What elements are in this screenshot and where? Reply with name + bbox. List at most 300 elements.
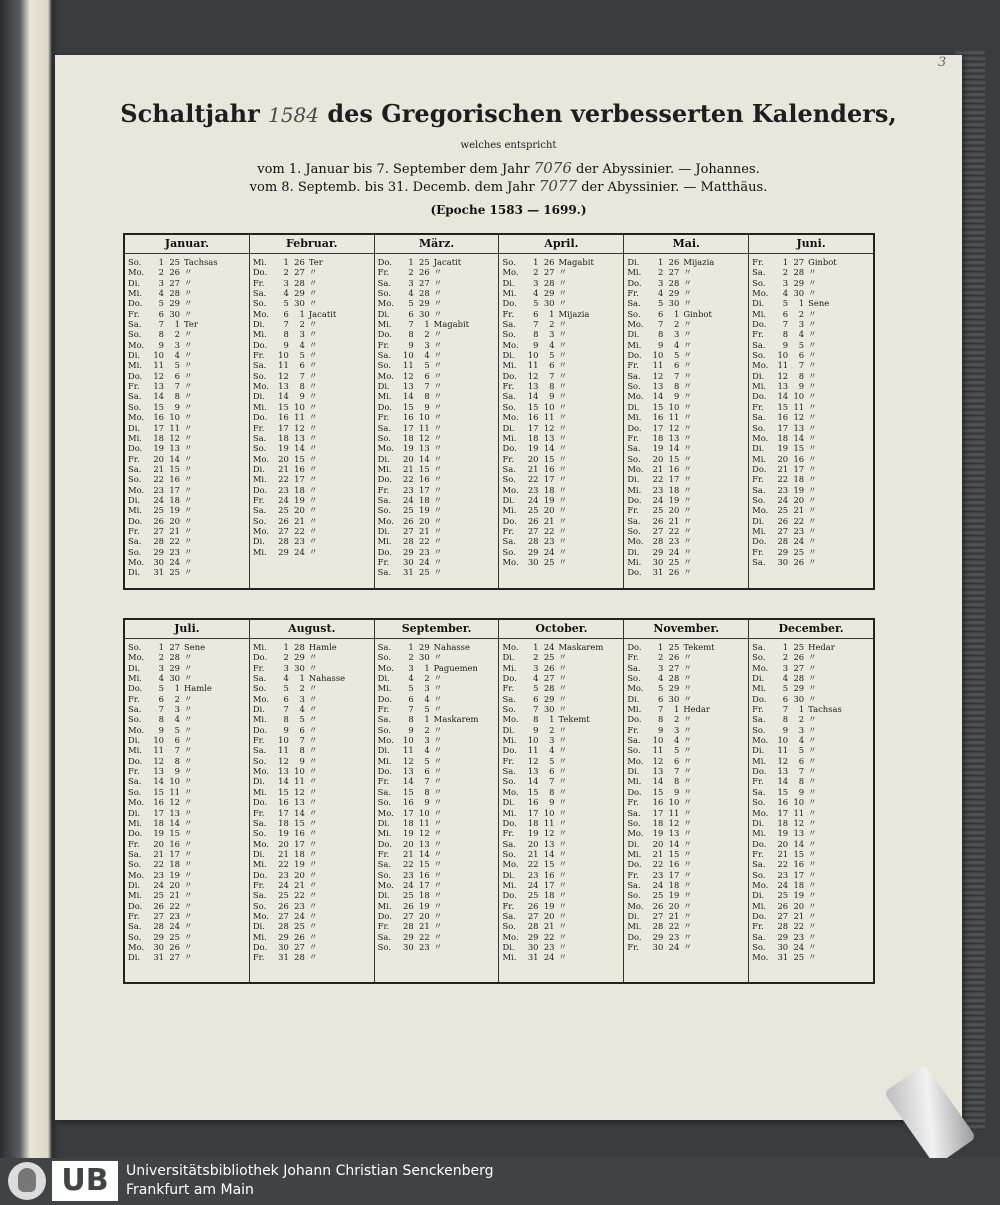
weekday: Mi.	[627, 776, 642, 787]
abyssinian-day: 3	[798, 319, 805, 330]
abyssinian-day: 12	[169, 797, 180, 808]
abyssinian-month: 〃	[808, 525, 817, 536]
gregorian-day: 15	[402, 401, 414, 412]
gregorian-day: 17	[527, 422, 539, 433]
day-row	[378, 567, 496, 577]
weekday: Fr.	[128, 308, 140, 319]
gregorian-day: 2	[283, 267, 289, 278]
abyssinian-day: 8	[798, 776, 805, 787]
weekday: Sa.	[627, 662, 641, 673]
abyssinian-month: 〃	[558, 443, 567, 454]
abyssinian-day: 2	[673, 714, 680, 725]
abyssinian-day: 23	[793, 931, 805, 942]
month-column	[749, 235, 873, 588]
abyssinian-day: 24	[668, 941, 680, 952]
weekday: Mo.	[752, 505, 769, 516]
gregorian-day: 22	[278, 474, 289, 485]
abyssinian-day: 8	[299, 381, 305, 392]
abyssinian-day: 24	[793, 536, 805, 547]
abyssinian-day: 25	[543, 652, 555, 663]
weekday: Do.	[752, 536, 767, 547]
abyssinian-day: 28	[418, 288, 430, 299]
weekday: Fr.	[752, 401, 764, 412]
abyssinian-day: 22	[543, 525, 555, 536]
day-row	[253, 952, 371, 962]
weekday: Mi.	[128, 288, 142, 299]
abyssinian-day: 16	[169, 474, 180, 485]
weekday: Fr.	[128, 381, 140, 392]
gregorian-day: 7	[408, 319, 414, 330]
abyssinian-day: 27	[543, 267, 555, 278]
weekday: Do.	[752, 766, 767, 777]
day-row	[752, 412, 870, 422]
weekday: Fr.	[252, 735, 265, 746]
gregorian-day: 26	[652, 900, 664, 911]
abyssinian-day: 1	[549, 714, 555, 725]
gregorian-day: 20	[278, 838, 289, 849]
abyssinian-month: 〃	[683, 900, 692, 911]
gregorian-day: 11	[777, 360, 789, 371]
abyssinian-day: 1	[798, 298, 805, 309]
weekday: So.	[377, 505, 391, 516]
abyssinian-month: 〃	[683, 848, 692, 859]
weekday: So.	[752, 652, 766, 663]
abyssinian-day: 2	[424, 673, 430, 684]
abyssinian-month: 〃	[558, 838, 567, 849]
day-row	[128, 433, 246, 443]
abyssinian-month: 〃	[184, 391, 193, 402]
abyssinian-month: Ginbot	[808, 257, 837, 267]
day-row	[627, 381, 745, 391]
weekday: Mo.	[377, 807, 394, 818]
abyssinian-month: 〃	[683, 662, 692, 673]
abyssinian-month: 〃	[184, 766, 193, 777]
day-row	[627, 288, 745, 298]
weekday: So.	[627, 745, 641, 756]
day-row	[128, 818, 246, 828]
abyssinian-day: 23	[543, 941, 555, 952]
abyssinian-day: 20	[169, 879, 180, 890]
gregorian-day: 9	[782, 724, 789, 735]
abyssinian-month: 〃	[184, 505, 193, 516]
weekday: Fr.	[502, 525, 515, 536]
gregorian-day: 9	[533, 724, 539, 735]
abyssinian-month: 〃	[433, 267, 443, 278]
weekday: So.	[502, 921, 516, 932]
abyssinian-day: 16	[668, 463, 680, 474]
weekday: Mi.	[752, 308, 767, 319]
abyssinian-month: 〃	[808, 288, 817, 299]
abyssinian-day: 5	[424, 755, 430, 766]
gregorian-day: 14	[278, 776, 289, 787]
abyssinian-month: 〃	[558, 755, 567, 766]
gregorian-day: 5	[533, 683, 539, 694]
weekday: Mo.	[627, 319, 644, 330]
month-days	[499, 254, 623, 588]
gregorian-day: 14	[777, 391, 789, 402]
abyssinian-day: 8	[299, 745, 305, 756]
gregorian-day: 19	[777, 443, 789, 454]
weekday: Mo.	[252, 381, 269, 392]
gregorian-day: 12	[652, 755, 664, 766]
gregorian-day: 17	[402, 807, 414, 818]
weekday: So.	[502, 329, 516, 340]
day-row	[253, 464, 371, 474]
abyssinian-day: 25	[543, 556, 555, 567]
gregorian-day: 5	[657, 683, 664, 694]
abyssinian-day: 17	[793, 869, 805, 880]
abyssinian-month: 〃	[558, 401, 567, 412]
weekday: Di.	[252, 319, 265, 330]
gregorian-day: 14	[153, 776, 164, 787]
abyssinian-month: 〃	[308, 515, 318, 526]
day-row	[502, 309, 620, 319]
day-row	[502, 652, 620, 662]
abyssinian-day: 21	[668, 515, 680, 526]
correspondence-line-1: vom 1. Januar bis 7. September dem Jahr 7076 der Abyssinier. — Johannes.	[257, 159, 760, 177]
abyssinian-day: 29	[418, 298, 430, 309]
abyssinian-day: 18	[793, 474, 805, 485]
abyssinian-month: 〃	[558, 900, 567, 911]
day-row	[128, 505, 246, 515]
day-row	[253, 536, 371, 546]
abyssinian-month: 〃	[558, 724, 567, 735]
day-row	[253, 673, 371, 683]
abyssinian-day: 1	[174, 319, 180, 330]
abyssinian-month: 〃	[683, 567, 692, 578]
weekday: Do.	[252, 941, 268, 952]
day-row	[378, 381, 496, 391]
day-row	[627, 808, 745, 818]
day-row	[752, 652, 870, 662]
weekday: Fr.	[627, 652, 639, 663]
weekday: Fr.	[752, 921, 764, 932]
abyssinian-day: 10	[543, 807, 555, 818]
weekday: So.	[128, 786, 142, 797]
day-row	[128, 942, 246, 952]
abyssinian-month: 〃	[433, 474, 443, 485]
abyssinian-day: 19	[668, 494, 680, 505]
day-row	[378, 776, 496, 786]
abyssinian-day: 30	[668, 298, 680, 309]
abyssinian-month: 〃	[308, 900, 318, 911]
abyssinian-month: 〃	[433, 786, 443, 797]
gregorian-day: 26	[153, 900, 164, 911]
weekday: Mo.	[128, 652, 145, 663]
day-row	[128, 859, 246, 869]
abyssinian-month: 〃	[184, 370, 193, 381]
abyssinian-day: 16	[418, 474, 430, 485]
weekday: Do.	[502, 370, 517, 381]
abyssinian-day: 1	[673, 308, 680, 319]
abyssinian-month: 〃	[184, 900, 193, 911]
gregorian-day: 26	[527, 900, 539, 911]
abyssinian-month: 〃	[558, 432, 567, 443]
abyssinian-month: 〃	[808, 838, 817, 849]
abyssinian-month: 〃	[308, 776, 318, 787]
abyssinian-month: 〃	[308, 484, 318, 495]
weekday: Mo.	[377, 879, 394, 890]
abyssinian-day: 1	[424, 662, 430, 673]
page-folio: 3	[938, 55, 947, 70]
abyssinian-day: 15	[793, 443, 805, 454]
gregorian-day: 2	[657, 652, 664, 663]
abyssinian-day: 19	[543, 900, 555, 911]
day-row	[128, 921, 246, 931]
library-location: Frankfurt am Main	[126, 1182, 254, 1198]
abyssinian-month: 〃	[308, 453, 318, 464]
abyssinian-day: 28	[668, 673, 680, 684]
weekday: Sa.	[752, 714, 766, 725]
weekday: Fr.	[377, 267, 390, 278]
weekday: Mi.	[752, 683, 767, 694]
abyssinian-month: 〃	[308, 319, 318, 330]
abyssinian-month: 〃	[184, 817, 193, 828]
abyssinian-month: Jacatit	[308, 308, 337, 319]
abyssinian-day: 26	[169, 267, 180, 278]
abyssinian-day: 28	[169, 288, 180, 299]
gregorian-day: 27	[278, 525, 289, 536]
day-row	[253, 642, 371, 652]
weekday: Mo.	[377, 298, 394, 309]
weekday: Do.	[752, 463, 767, 474]
abyssinian-month: 〃	[184, 412, 193, 423]
gregorian-day: 20	[527, 453, 539, 464]
abyssinian-month: Tachsas	[184, 257, 218, 267]
abyssinian-month: 〃	[558, 931, 567, 942]
abyssinian-day: 2	[299, 683, 305, 694]
abyssinian-month: 〃	[683, 931, 692, 942]
day-row	[378, 849, 496, 859]
abyssinian-month: 〃	[184, 432, 193, 443]
weekday: So.	[502, 257, 516, 267]
gregorian-day: 24	[153, 879, 164, 890]
weekday: Di.	[377, 308, 390, 319]
abyssinian-month: 〃	[308, 546, 318, 557]
abyssinian-month: 〃	[683, 401, 692, 412]
gregorian-day: 16	[278, 412, 289, 423]
handwritten-year: 1584	[268, 103, 320, 127]
abyssinian-month: 〃	[808, 391, 817, 402]
weekday: Sa.	[752, 339, 766, 350]
abyssinian-day: 6	[424, 370, 430, 381]
gregorian-day: 8	[408, 329, 414, 340]
weekday: So.	[502, 546, 516, 557]
abyssinian-month: 〃	[808, 329, 817, 340]
weekday: Di.	[128, 662, 141, 673]
abyssinian-month: 〃	[683, 890, 692, 901]
weekday: Mo.	[627, 828, 644, 839]
weekday: Fr.	[627, 432, 639, 443]
abyssinian-month: 〃	[433, 652, 443, 663]
day-row	[253, 381, 371, 391]
day-row	[627, 859, 745, 869]
weekday: Mi.	[252, 474, 267, 485]
gregorian-day: 31	[527, 952, 539, 963]
abyssinian-month: 〃	[433, 339, 443, 350]
abyssinian-month: 〃	[683, 360, 692, 371]
abyssinian-month: Mijazia	[558, 308, 590, 319]
gregorian-day: 4	[158, 288, 164, 299]
abyssinian-month: 〃	[308, 755, 318, 766]
day-row	[253, 454, 371, 464]
abyssinian-day: 17	[418, 484, 430, 495]
abyssinian-day: 3	[798, 724, 805, 735]
abyssinian-day: 3	[424, 339, 430, 350]
abyssinian-month: 〃	[558, 546, 567, 557]
abyssinian-month: Mijazia	[683, 257, 715, 267]
abyssinian-day: 26	[294, 931, 305, 942]
abyssinian-month: 〃	[184, 494, 193, 505]
abyssinian-month: 〃	[683, 652, 692, 663]
weekday: Sa.	[752, 786, 766, 797]
gregorian-day: 3	[533, 277, 539, 288]
gregorian-day: 6	[283, 308, 289, 319]
weekday: Sa.	[502, 693, 516, 704]
gregorian-day: 8	[283, 329, 289, 340]
day-row	[378, 652, 496, 662]
day-row	[128, 567, 246, 577]
month-name: Januar.	[125, 235, 249, 254]
abyssinian-month: 〃	[683, 443, 692, 454]
day-row	[253, 828, 371, 838]
abyssinian-month: 〃	[433, 412, 443, 423]
day-row	[502, 911, 620, 921]
abyssinian-month: 〃	[683, 339, 692, 350]
abyssinian-month: 〃	[808, 817, 817, 828]
abyssinian-day: 3	[424, 735, 430, 746]
abyssinian-day: 16	[668, 859, 680, 870]
gregorian-day: 20	[278, 453, 289, 464]
abyssinian-month: 〃	[558, 277, 567, 288]
abyssinian-day: 23	[169, 546, 180, 557]
weekday: Mo.	[752, 735, 769, 746]
abyssinian-day: 12	[294, 422, 305, 433]
gregorian-day: 18	[153, 432, 164, 443]
abyssinian-month: 〃	[808, 515, 817, 526]
abyssinian-day: 24	[543, 952, 555, 963]
gregorian-day: 25	[153, 890, 164, 901]
gregorian-day: 5	[408, 683, 414, 694]
gregorian-day: 28	[527, 536, 539, 547]
weekday: Fr.	[252, 879, 265, 890]
gregorian-day: 9	[283, 339, 289, 350]
day-row	[627, 797, 745, 807]
gregorian-day: 4	[158, 673, 164, 684]
abyssinian-day: 13	[294, 432, 305, 443]
abyssinian-month: 〃	[558, 391, 567, 402]
gregorian-day: 26	[402, 515, 414, 526]
abyssinian-day: 19	[668, 890, 680, 901]
abyssinian-day: 23	[418, 546, 430, 557]
abyssinian-day: 6	[424, 766, 430, 777]
weekday: Fr.	[252, 350, 265, 361]
abyssinian-month: 〃	[683, 329, 692, 340]
abyssinian-month: 〃	[558, 848, 567, 859]
gregorian-day: 14	[278, 391, 289, 402]
weekday: Do.	[252, 339, 268, 350]
abyssinian-day: 26	[668, 567, 680, 578]
abyssinian-month: 〃	[433, 525, 443, 536]
day-row	[502, 932, 620, 942]
day-row	[752, 340, 870, 350]
gregorian-day: 24	[777, 879, 789, 890]
weekday: Mo.	[252, 838, 269, 849]
abyssinian-day: 26	[668, 257, 680, 267]
day-row	[128, 319, 246, 329]
abyssinian-month: 〃	[808, 308, 817, 319]
day-row	[627, 921, 745, 931]
abyssinian-month: 〃	[184, 652, 193, 663]
abyssinian-day: 1	[299, 673, 305, 684]
day-row	[752, 921, 870, 931]
abyssinian-day: 21	[418, 921, 430, 932]
abyssinian-month: 〃	[683, 463, 692, 474]
abyssinian-month: 〃	[558, 505, 567, 516]
abyssinian-day: 28	[294, 277, 305, 288]
gregorian-day: 10	[777, 350, 789, 361]
gregorian-day: 5	[283, 683, 289, 694]
abyssinian-month: 〃	[308, 662, 318, 673]
abyssinian-day: 5	[798, 339, 805, 350]
weekday: Fr.	[128, 453, 140, 464]
abyssinian-day: 6	[798, 350, 805, 361]
weekday: So.	[752, 494, 766, 505]
abyssinian-day: 6	[673, 755, 680, 766]
weekday: Di.	[752, 890, 765, 901]
gregorian-day: 20	[652, 453, 664, 464]
day-row	[627, 673, 745, 683]
day-row	[627, 880, 745, 890]
abyssinian-day: 7	[798, 766, 805, 777]
correspondence-line-2: vom 8. Septemb. bis 31. Decemb. dem Jahr 7077 der Abyssinier. — Matthäus.	[249, 177, 768, 195]
abyssinian-day: 11	[668, 412, 680, 423]
weekday: Sa.	[252, 817, 267, 828]
gregorian-day: 7	[782, 704, 789, 715]
abyssinian-day: 18	[169, 859, 180, 870]
weekday: So.	[377, 360, 391, 371]
abyssinian-day: 2	[424, 724, 430, 735]
weekday: Sa.	[627, 879, 641, 890]
day-row	[627, 766, 745, 776]
abyssinian-day: 18	[418, 890, 430, 901]
day-row	[752, 952, 870, 962]
day-row	[752, 942, 870, 952]
abyssinian-month: 〃	[308, 931, 318, 942]
abyssinian-day: 6	[549, 766, 555, 777]
abyssinian-month: 〃	[433, 277, 443, 288]
weekday: So.	[377, 869, 391, 880]
day-row	[502, 557, 620, 567]
abyssinian-month: 〃	[558, 828, 567, 839]
abyssinian-month: 〃	[308, 869, 318, 880]
day-row	[502, 808, 620, 818]
abyssinian-day: 7	[673, 766, 680, 777]
gregorian-day: 11	[527, 360, 539, 371]
weekday: Fr.	[502, 453, 515, 464]
weekday: Mo.	[252, 693, 269, 704]
abyssinian-month: Tekemt	[683, 642, 715, 652]
gregorian-day: 25	[527, 505, 539, 516]
weekday: Di.	[377, 673, 390, 684]
abyssinian-day: 3	[174, 704, 180, 715]
weekday: So.	[128, 714, 142, 725]
weekday: Do.	[252, 797, 268, 808]
abyssinian-month: 〃	[683, 494, 692, 505]
day-row	[502, 402, 620, 412]
abyssinian-month: 〃	[808, 432, 817, 443]
gregorian-day: 29	[153, 546, 164, 557]
